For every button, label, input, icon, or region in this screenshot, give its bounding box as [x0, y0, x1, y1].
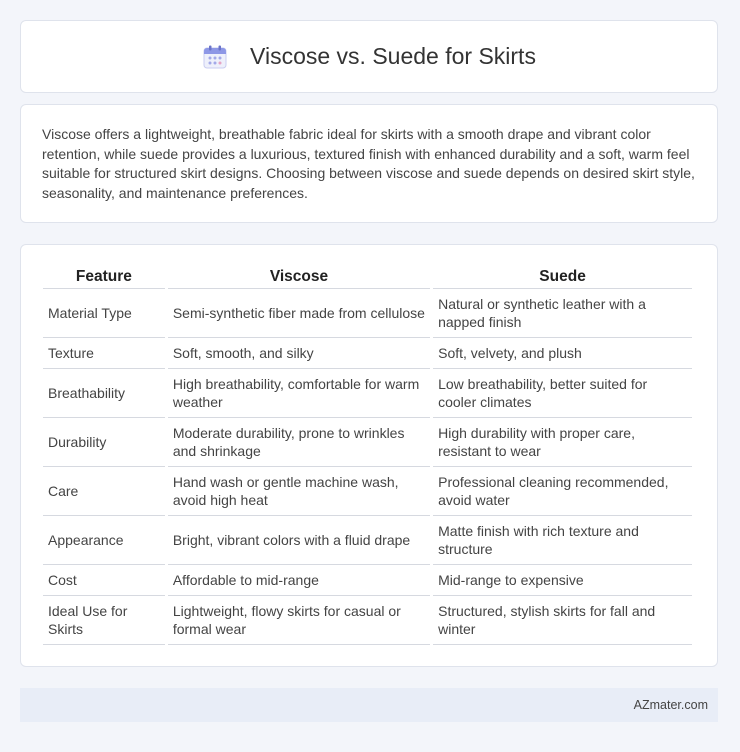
table-header-row [43, 265, 692, 289]
viscose-cell: Lightweight, flowy skirts for casual or formal wear [168, 596, 430, 645]
feature-cell: Cost [43, 565, 165, 596]
viscose-cell: Semi-synthetic fiber made from cellulose [168, 289, 430, 338]
table-row [43, 338, 692, 369]
viscose-cell: Moderate durability, prone to wrinkles and shrinkage [168, 418, 430, 467]
viscose-cell: Hand wash or gentle machine wash, avoid high heat [168, 467, 430, 516]
feature-cell: Ideal Use for Skirts [43, 596, 165, 645]
header-viscose: Viscose [168, 265, 430, 289]
intro-paragraph: Viscose offers a lightweight, breathable fabric ideal for skirts with a smooth drape and vibrant color retention, while suede provides a luxurious, textured finish with enhanced durability and a soft, warm feel suitable for structured skirt designs. Choosing between viscose and suede depends on desired skirt style, seasonality, and maintenance preferences. [42, 126, 695, 201]
viscose-cell: Bright, vibrant colors with a fluid drape [168, 516, 430, 565]
viscose-cell: Soft, smooth, and silky [168, 338, 430, 369]
title-card [20, 20, 718, 93]
comparison-card [20, 244, 718, 667]
calendar-icon [202, 44, 228, 70]
feature-cell: Care [43, 467, 165, 516]
feature-cell: Durability [43, 418, 165, 467]
table-row [43, 516, 692, 565]
page-title: Viscose vs. Suede for Skirts [250, 43, 536, 69]
header-feature: Feature [43, 265, 165, 289]
feature-cell: Texture [43, 338, 165, 369]
viscose-cell: Affordable to mid-range [168, 565, 430, 596]
suede-cell: High durability with proper care, resistant to wear [433, 418, 692, 467]
table-row [43, 369, 692, 418]
table-row [43, 596, 692, 645]
footer-bar [20, 688, 718, 722]
comparison-table [40, 265, 695, 645]
feature-cell: Material Type [43, 289, 165, 338]
feature-cell: Appearance [43, 516, 165, 565]
suede-cell: Structured, stylish skirts for fall and winter [433, 596, 692, 645]
table-row [43, 289, 692, 338]
footer-brand[interactable]: AZmater.com [633, 698, 708, 712]
header-suede: Suede [433, 265, 692, 289]
feature-cell: Breathability [43, 369, 165, 418]
table-row [43, 418, 692, 467]
intro-card [20, 104, 718, 223]
suede-cell: Matte finish with rich texture and structure [433, 516, 692, 565]
suede-cell: Low breathability, better suited for cooler climates [433, 369, 692, 418]
viscose-cell: High breathability, comfortable for warm weather [168, 369, 430, 418]
suede-cell: Natural or synthetic leather with a napped finish [433, 289, 692, 338]
suede-cell: Professional cleaning recommended, avoid water [433, 467, 692, 516]
table-row [43, 565, 692, 596]
suede-cell: Mid-range to expensive [433, 565, 692, 596]
suede-cell: Soft, velvety, and plush [433, 338, 692, 369]
table-row [43, 467, 692, 516]
title-wrap [202, 43, 536, 70]
